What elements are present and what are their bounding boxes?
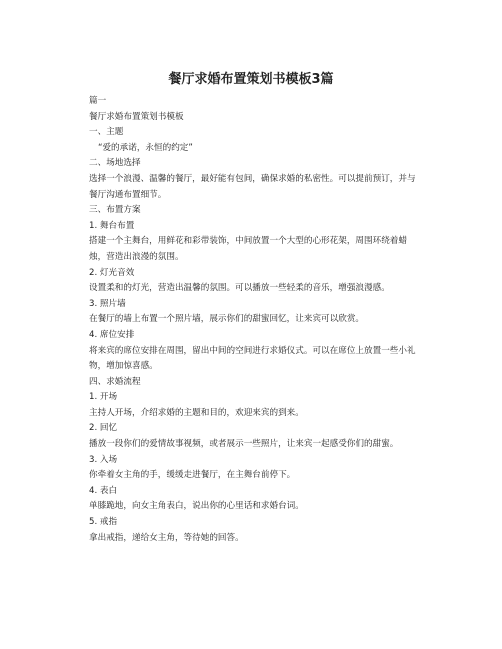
ring-paragraph: 拿出戒指，递给女主角，等待她的回答。 xyxy=(89,532,244,543)
item-entrance: 3. 入场 xyxy=(89,454,118,465)
item-memories: 2. 回忆 xyxy=(89,423,118,434)
photo-wall-paragraph: 在餐厅的墙上布置一个照片墙，展示你们的甜蜜回忆，让来宾可以欣赏。 xyxy=(89,314,365,325)
confession-paragraph: 单膝跪地，向女主角表白，说出你的心里话和求婚台词。 xyxy=(89,501,304,512)
subtitle-line: 餐厅求婚布置策划书模板 xyxy=(89,111,184,122)
item-ring: 5. 戒指 xyxy=(89,517,118,528)
item-confession: 4. 表白 xyxy=(89,485,118,496)
opening-paragraph: 主持人开场，介绍求婚的主题和目的，欢迎来宾的到来。 xyxy=(89,407,304,418)
heading-venue: 二、场地选择 xyxy=(89,158,141,169)
item-photo-wall: 3. 照片墙 xyxy=(89,298,126,309)
seating-paragraph: 将来宾的席位安排在周围，留出中间的空间进行求婚仪式。可以在席位上放置一些小礼物，增加惊喜感。 xyxy=(89,345,416,372)
entrance-paragraph: 你牵着女主角的手，缓缓走进餐厅，在主舞台前停下。 xyxy=(89,470,296,481)
document-title: 餐厅求婚布置策划书模板3篇 xyxy=(168,72,334,87)
document-body xyxy=(89,94,421,546)
venue-paragraph: 选择一个浪漫、温馨的餐厅，最好能有包间，确保求婚的私密性。可以提前预订，并与餐厅沟通布置细节。 xyxy=(89,173,416,200)
section-label-part-one: 篇一 xyxy=(89,96,107,106)
item-stage: 1. 舞台布置 xyxy=(89,220,135,231)
heading-proposal-flow: 四、求婚流程 xyxy=(89,376,141,387)
item-lighting-sound: 2. 灯光音效 xyxy=(89,267,135,278)
memories-paragraph: 播放一段你们的爱情故事视频，或者展示一些照片，让来宾一起感受你们的甜蜜。 xyxy=(89,439,399,450)
stage-paragraph: 搭建一个主舞台，用鲜花和彩带装饰，中间放置一个大型的心形花架，周围环绕着蜡烛，营造出浪漫的氛围。 xyxy=(89,236,407,262)
lighting-paragraph: 设置柔和的灯光，营造出温馨的氛围。可以播放一些轻柔的音乐，增强浪漫感。 xyxy=(89,283,390,294)
heading-theme: 一、主题 xyxy=(89,127,124,138)
item-opening: 1. 开场 xyxy=(89,392,118,403)
heading-layout-plan: 三、布置方案 xyxy=(89,205,141,216)
theme-quote: “爱的承诺，永恒的约定” xyxy=(98,142,193,153)
item-seating: 4. 席位安排 xyxy=(89,329,135,340)
